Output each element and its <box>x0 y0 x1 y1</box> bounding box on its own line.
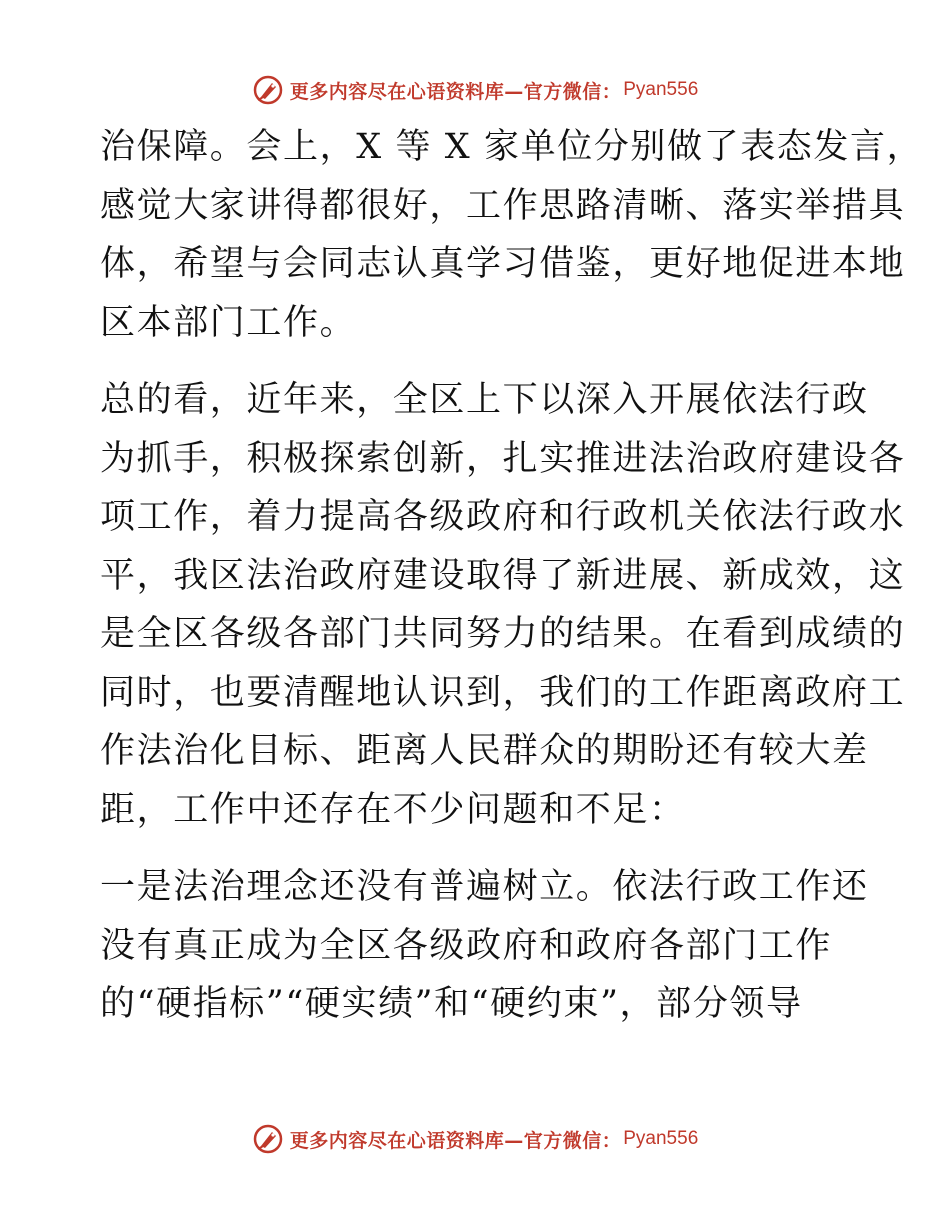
text-line: 区本部门工作。 <box>100 302 357 343</box>
paragraph-3 <box>100 858 869 1034</box>
paragraph-2 <box>100 371 906 839</box>
text-line: 一是法治理念还没有普遍树立。依法行政工作还 <box>100 867 869 907</box>
paragraph-1 <box>100 118 924 352</box>
watermark-text: 更多内容尽在心语资料库—官方微信： <box>289 80 622 103</box>
watermark-header <box>0 70 950 110</box>
text-line: 同时，也要清醒地认识到，我们的工作距离政府工 <box>100 672 906 713</box>
text-line: 总的看，近年来，全区上下以深入开展依法行政 <box>100 380 869 420</box>
text-line: 是全区各级各部门共同努力的结果。在看到成绩的 <box>100 614 906 654</box>
text-line: 体，希望与会同志认真学习借鉴，更好地促进本地 <box>100 244 906 284</box>
text-line: 项工作，着力提高各级政府和行政机关依法行政水 <box>100 497 906 537</box>
text-line: 为抓手，积极探索创新，扎实推进法治政府建设各 <box>100 438 906 479</box>
text-line: 的“硬指标”“硬实绩”和“硬约束”，部分领导 <box>100 984 803 1024</box>
text-line: 没有真正成为全区各级政府和政府各部门工作 <box>100 925 833 966</box>
text-line: 感觉大家讲得都很好，工作思路清晰、落实举措具 <box>100 185 906 226</box>
watermark-footer <box>0 1119 950 1159</box>
watermark-wechat-id: Pyan556 <box>623 79 699 100</box>
pen-nib-logo-icon <box>252 74 284 106</box>
document-body <box>100 118 924 1034</box>
text-line: 平，我区法治政府建设取得了新进展、新成效，这 <box>100 555 906 596</box>
text-line: 治保障。会上，X 等 X 家单位分别做了表态发言， <box>100 127 924 167</box>
text-line: 作法治化目标、距离人民群众的期盼还有较大差 <box>100 731 869 771</box>
pen-nib-logo-icon <box>252 1123 284 1155</box>
watermark-text: 更多内容尽在心语资料库—官方微信： <box>289 1129 622 1152</box>
watermark-wechat-id: Pyan556 <box>623 1128 699 1149</box>
text-line: 距，工作中还存在不少问题和不足： <box>100 789 686 830</box>
